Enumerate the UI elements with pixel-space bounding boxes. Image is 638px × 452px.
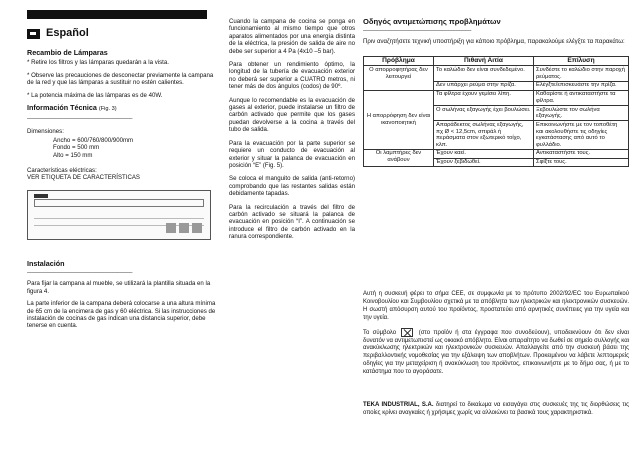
table-header-problem: Πρόβλημα: [364, 56, 434, 66]
weee-text-after: (στο προϊόν ή στα έγγραφα που συνοδεύουν), υποδεικνύουν ότι δεν είναι δυνατόν να αντιμετωπιστεί ως οικιακό απόβλητο. Είναι απαραίτητο να δωθεί σε σημείο συλλογής και ανακύκλωσης ηλεκτρικών και ηλεκτρονικών συσκευών. Απαλλαγείτε από την συσκευή βάσει της περιβαλλοντικής νομοθεσίας για την εξάλειψη των αποβλήτων. Προκειμένου να λάβετε λεπτομερείς οδηγίες για την μεταχείριση ή ανακύκλωση του προϊόντος, επικοινωνήστε με το δήμο σας, ή με το κατάστημα που το αγοράσατε.: [363, 329, 629, 375]
dimension-width: Ancho = 600/760/800/900mm: [53, 136, 134, 144]
solution-cell: Ελέγξτε/επισκευάστε την πρίζα.: [534, 81, 629, 90]
weee-symbol-paragraph: [363, 328, 629, 377]
table-spacer: [363, 179, 629, 291]
troubleshooting-intro: Πριν αναζητήσετε τεχνική υποστήριξη για κάποιο πρόβλημα, παρακαλούμε ελέγξτε τα παρακάτω:: [363, 38, 625, 46]
solution-cell: Αντικαταστήστε τους.: [534, 149, 629, 158]
solution-cell: Σφίξτε τους.: [534, 158, 629, 167]
column-spanish-right: [229, 18, 355, 247]
dimension-depth: Fondo = 500 mm: [53, 144, 100, 152]
cause-cell: Έχουν ξεβιδωθεί.: [434, 158, 534, 167]
certification-marks-icon: [166, 223, 202, 233]
manufacturer-text: διατηρεί το δικαίωμα να εισαγάγει στις συσκευές της τις διορθώσεις τις οποίες κρίνει αναγκαίες ή χρήσιμες χωρίς να αλλοιώνει τα βασικά τους χαρακτηριστικά.: [363, 402, 629, 417]
body-paragraph: Para obtener un rendimiento óptimo, la longitud de la tubería de evacuación exterior no deberá ser superior a CUATRO metros, ni tener más de dos ángulos (codos) de 90º.: [229, 61, 355, 91]
section-separator: –––––––––––––––––––––––––––––––––––––: [27, 270, 132, 277]
installation-paragraph: La parte inferior de la campana deberá colocarse a una altura mínima de 65 cm de la encimera de gas y 60 eléctrica. Si las instrucciones de instalación de cocinas de gas indican una distancia superior, debe tenerse en cuenta.: [27, 300, 216, 330]
cause-cell: Τα φίλτρα έχουν γεμίσει λίπη.: [434, 90, 534, 105]
weee-text-before: Το σύμβολο: [363, 329, 397, 336]
installation-paragraph: Para fijar la campana al mueble, se utilizará la plantilla situada en la figura 4.: [27, 280, 211, 295]
language-name: Español: [46, 27, 89, 40]
solution-cell: Συνδέστε το καλώδιο στην παροχή ρεύματος.: [534, 66, 629, 81]
header-bar: [27, 10, 207, 19]
body-paragraph: Cuando la campana de cocina se ponga en funcionamiento al mismo tiempo que otros aparatos alimentados por una energía distinta de la eléctrica, la presión de salida de aire no debe ser superior a 4 Pa (4x10 –5 bar).: [229, 18, 355, 55]
body-paragraph: Aunque lo recomendable es la evacuación de gases al exterior, puede instalarse un filtro de carbón activado que permite que los gases puedan devolverse a la cocina a través del tubo de salida.: [229, 96, 355, 134]
troubleshooting-title: Οδηγός αντιμετώπισης προβλημάτων: [363, 17, 501, 26]
solution-cell: Επικοινωνήστε με τον τοποθέτη και ακολουθήστε τις οδηγίες εγκατάστασης από αυτό το φυλλάδιο.: [534, 121, 629, 150]
cause-cell: Απαράδεκτος σωλήνας εξαγωγής, πχ Ø < 12,5cm, σπιράλ ή περάσματα στον εξωτερικό τοίχο, κλπ.: [434, 121, 534, 150]
problem-cell: Η απορρόφηση δεν είναι ικανοποιητική: [364, 90, 434, 149]
lamp-replacement-title: Recambio de Lámparas: [27, 48, 108, 57]
troubleshooting-table: [363, 56, 629, 168]
cause-cell: Έχουν καεί.: [434, 149, 534, 158]
solution-cell: Καθαρίστε ή αντικαταστήστε τα φίλτρα.: [534, 90, 629, 105]
dimensions-label: Dimensiones:: [27, 128, 64, 136]
cause-cell: Δεν υπάρχει ρεύμα στην πρίζα.: [434, 81, 534, 90]
table-header-solution: Επίλυση: [534, 56, 629, 66]
body-paragraph: Se coloca el manguito de salida (anti-retorno) comprobando que las restantes salidas están debidamente tapadas.: [229, 175, 355, 198]
cause-cell: Το καλώδιο δεν είναι συνδεδεμένο.: [434, 66, 534, 81]
crossed-bin-icon: [401, 328, 413, 337]
dimension-height: Alto = 150 mm: [53, 151, 93, 159]
solution-cell: Ξεβουλώστε τον σωλήνα εξαγωγής.: [534, 105, 629, 120]
section-separator: ––––––––––––––––––––––––––––––––––––––: [363, 28, 471, 35]
replacement-item: * Retire los filtros y las lámparas quedarán a la vista.: [27, 59, 169, 67]
manufacturer-notice: [363, 402, 629, 418]
replacement-item: * Observe las precauciones de desconectar previamente la campana de la red y que las lámparas a sustituir no estén calientes.: [27, 71, 214, 87]
table-header-cause: Πιθανή Αιτία: [434, 56, 534, 66]
brand-logo-icon: [34, 194, 48, 198]
rating-plate-image: [27, 190, 211, 240]
technical-info-label: Información Técnica: [27, 103, 97, 113]
table-row: [364, 149, 629, 158]
weee-paragraph: Αυτή η συσκευή φέρει το σήμα CEE, σε συμφωνία με το πρότυπο 2002/92/EC του Ευρωπαϊκού Κοινοβουλίου και Συμβουλίου σχετικά με τα απόβλητα των ηλεκτρικών και ηλεκτρονικών συσκευών. Η σωστή απόσυρση αυτού του προϊόντος, προστατεύει από αρνητικές συνέπειες για την υγεία και την υγεία.: [363, 291, 629, 321]
table-row: [364, 90, 629, 105]
technical-info-fig: (Fig. 3): [98, 106, 117, 113]
electrical-reference: VER ETIQUETA DE CARACTERÍSTICAS: [27, 174, 140, 182]
body-paragraph: Para la recirculación a través del filtro de carbón activado se situará la palanca de evacuación en posición “I”. A continuación se introduce el filtro de carbón activado en la ranura correspondiente.: [229, 203, 355, 241]
language-flag-icon: [27, 29, 40, 39]
column-greek: [363, 18, 629, 423]
table-row: [364, 66, 629, 81]
body-paragraph: Para la evacuación por la parte superior se requiere un conducto de evacuación al exterior y situar la palanca de evacuación en posición “E” (Fig. 5).: [229, 139, 355, 169]
section-separator: –––––––––––––––––––––––––––––––––––––: [27, 116, 132, 123]
column-spanish-left: [27, 10, 217, 335]
replacement-item: * La potencia máxima de las lámparas es de 40W.: [27, 91, 163, 99]
technical-info-title: [27, 104, 217, 113]
cause-cell: Ο σωλήνας εξαγωγής έχει βουλώσει.: [434, 105, 534, 120]
plate-row: [34, 213, 204, 219]
manufacturer-name: TEKA INDUSTRIAL, S.A.: [363, 402, 434, 409]
installation-title: Instalación: [27, 258, 65, 268]
problem-cell: Οι λαμπτήρες δεν ανάβουν: [364, 149, 434, 167]
electrical-label: Características eléctricas:: [27, 167, 97, 175]
language-header: [27, 29, 217, 39]
problem-cell: Ο απορροφητήρας δεν λειτουργεί: [364, 66, 434, 90]
plate-model-strip: [34, 199, 204, 207]
